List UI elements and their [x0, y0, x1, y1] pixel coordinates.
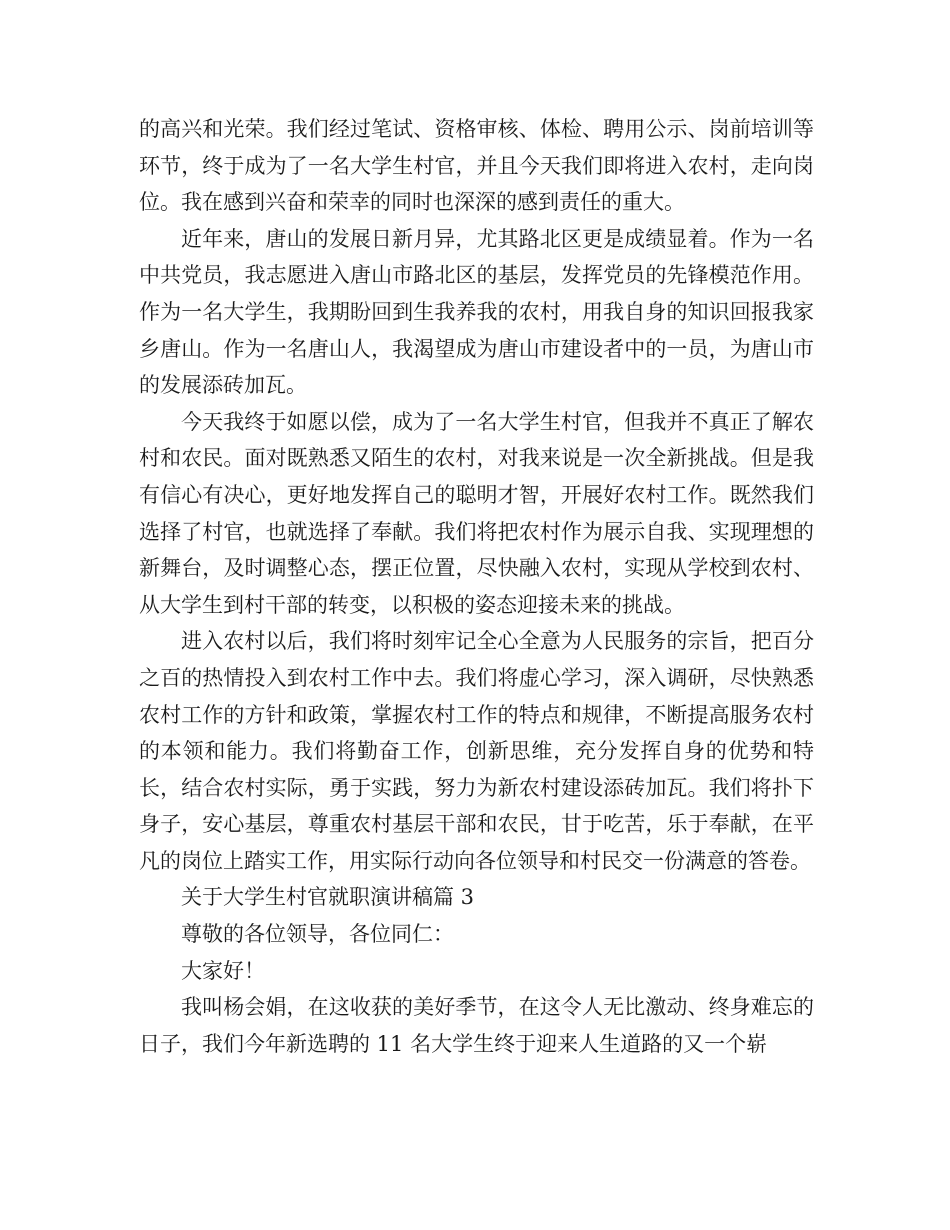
paragraph-new-challenge: 今天我终于如愿以偿，成为了一名大学生村官，但我并不真正了解农村和农民。面对既熟悉又陌生的农村，对我来说是一次全新挑战。但是我有信心有决心，更好地发挥自己的聪明才智，开展好农村工作。既然我们选择了村官，也就选择了奉献。我们将把农村作为展示自我、实现理想的新舞台，及时调整心态，摆正位置，尽快融入农村，实现从学校到农村、从大学生到村干部的转变，以积极的姿态迎接未来的挑战。 — [139, 409, 814, 617]
paragraph-continuation: 的高兴和光荣。我们经过笔试、资格审核、体检、聘用公示、岗前培训等环节，终于成为了一名大学生村官，并且今天我们即将进入农村，走向岗位。我在感到兴奋和荣幸的同时也深深的感到责任的重大。 — [139, 117, 814, 215]
document-body — [139, 111, 814, 1062]
salutation: 尊敬的各位领导，各位同仁： — [181, 922, 454, 947]
section-heading: 关于大学生村官就职演讲稿篇 3 — [181, 885, 475, 910]
paragraph-commitment: 进入农村以后，我们将时刻牢记全心全意为人民服务的宗旨，把百分之百的热情投入到农村工作中去。我们将虚心学习，深入调研，尽快熟悉农村工作的方针和政策，掌握农村工作的特点和规律，不断提高服务农村的本领和能力。我们将勤奋工作，创新思维，充分发挥自身的优势和特长，结合农村实际，勇于实践，努力为新农村建设添砖加瓦。我们将扑下身子，安心基层，尊重农村基层干部和农民，甘于吃苦，乐于奉献，在平凡的岗位上踏实工作，用实际行动向各位领导和村民交一份满意的答卷。 — [139, 629, 814, 873]
paragraph-tangshan-development: 近年来，唐山的发展日新月异，尤其路北区更是成绩显着。作为一名中共党员，我志愿进入唐山市路北区的基层，发挥党员的先锋模范作用。作为一名大学生，我期盼回到生我养我的农村，用我自身的知识回报我家乡唐山。作为一名唐山人，我渴望成为唐山市建设者中的一员，为唐山市的发展添砖加瓦。 — [139, 226, 814, 398]
greeting: 大家好！ — [181, 958, 265, 983]
paragraph-introduction: 我叫杨会娟，在这收获的美好季节，在这令人无比激动、终身难忘的日子，我们今年新选聘的 11 名大学生终于迎来人生道路的又一个崭 — [139, 995, 814, 1056]
